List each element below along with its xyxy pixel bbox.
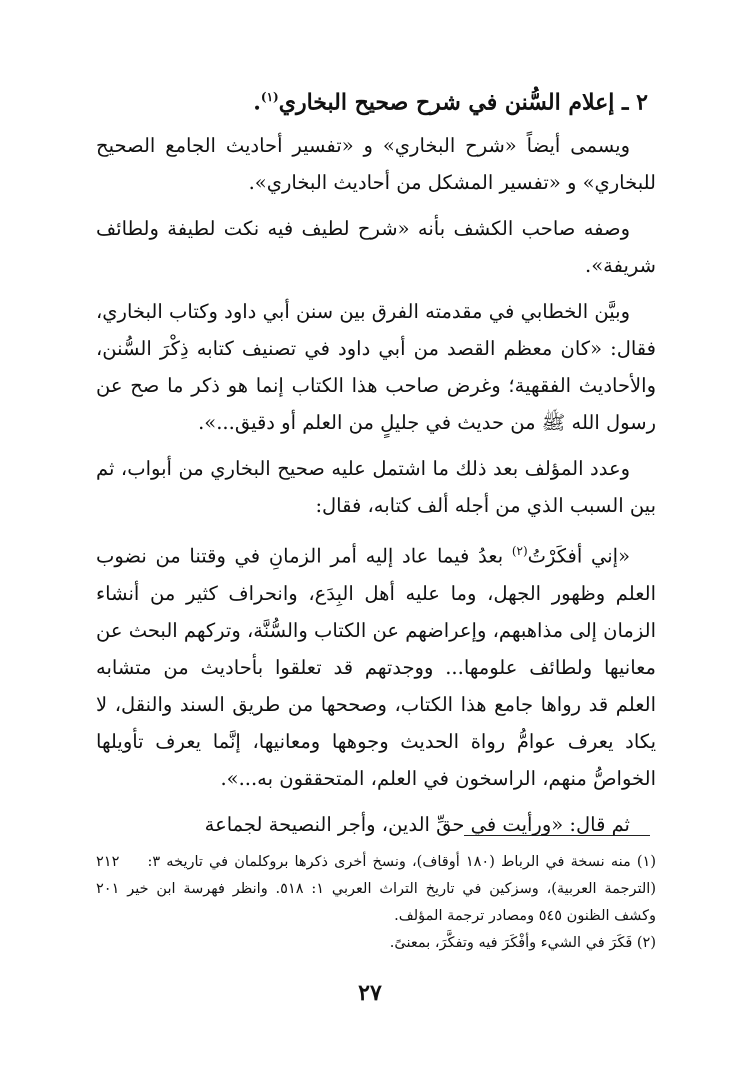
paragraph-author-chapters: وعدد المؤلف بعد ذلك ما اشتمل عليه صحيح البخاري من أبواب، ثم بين السبب الذي من أجله ألف كتابه، فقال: bbox=[96, 457, 656, 518]
paragraph-kashf-description: وصفه صاحب الكشف بأنه «شرح لطيف فيه نكت لطيفة ولطائف شريفة». bbox=[96, 217, 656, 278]
paragraph-author-quote bbox=[96, 533, 656, 797]
heading-end: . bbox=[253, 89, 261, 116]
paragraph-khattabi-comparison: وبيَّن الخطابي في مقدمته الفرق بين سنن أبي داود وكتاب البخاري، فقال: «كان معظم القصد من أبي داود في تصنيف كتابه ذِكْرَ السُّنن، والأحاديث الفقهية؛ وغرض صاحب هذا الكتاب إنما هو ذكر ما صح عن رسول الله ﷺ من حديث في جليلٍ من العلم أو دقيق...». bbox=[96, 300, 656, 435]
footnotes bbox=[96, 849, 656, 957]
footnote-1 bbox=[96, 849, 656, 930]
quote-start: «إني أفكَرْتُ bbox=[527, 544, 630, 568]
quote-footnote-marker: (٢) bbox=[511, 544, 528, 559]
footnote-2-first: (٢) فَكَرَ في الشيء وأفْكَرَ فيه وتفكَّرَ، بمعنىً. bbox=[389, 935, 656, 951]
paragraph-other-names: ويسمى أيضاً «شرح البخاري» و «تفسير أحاديث الجامع الصحيح للبخاري» و «تفسير المشكل من أحاديث البخاري». bbox=[96, 134, 656, 195]
footnote-1-first: (١) منه نسخة في الرباط (١٨٠ أوقاف)، ونسخ أخرى ذكرها بروكلمان في تاريخه ٣: bbox=[147, 854, 656, 870]
paragraph-continuation: ثم قال: «ورأيت في حقِّ الدين، وأجر النصيحة لجماعة bbox=[204, 812, 630, 836]
section-heading bbox=[96, 80, 656, 119]
heading-text: ٢ ـ إعلام السُّنن في شرح صحيح البخاري bbox=[278, 89, 648, 116]
footnote-1-rest: ٢١٢ (الترجمة العربية)، وسزكين في تاريخ التراث العربي ١: ٥١٨. وانظر فهرسة ابن خير ٢٠١ وكشف الظنون ٥٤٥ ومصادر ترجمة المؤلف. bbox=[96, 854, 656, 924]
footnote-divider bbox=[464, 835, 650, 836]
heading-footnote-marker: (١) bbox=[260, 90, 279, 104]
quote-rest: بعدُ فيما عاد إليه أمر الزمانِ في وقتنا من نضوب العلم وظهور الجهل، وما عليه أهل البِدَع، وانحراف كثير من أنشاء الزمان إلى مذاهبهم، وإعراضهم عن الكتاب والسُّنَّة، وتركهم البحث عن معانيها ولطائف علومها... ووجدتهم قد تعلقوا بأحاديث من متشابه العلم قد رواها جامع هذا الكتاب، وصححها من طريق السند والنقل، لا يكاد يعرف عوامُّ رواة الحديث وجوهها ومعانيها، إنَّما يعرف تأويلها الخواصُّ منهم، الراسخون في العلم، المتحققون به...». bbox=[96, 544, 656, 790]
main-text bbox=[96, 80, 656, 852]
page-number: ٢٧ bbox=[358, 980, 382, 1006]
footnote-2 bbox=[96, 930, 656, 957]
